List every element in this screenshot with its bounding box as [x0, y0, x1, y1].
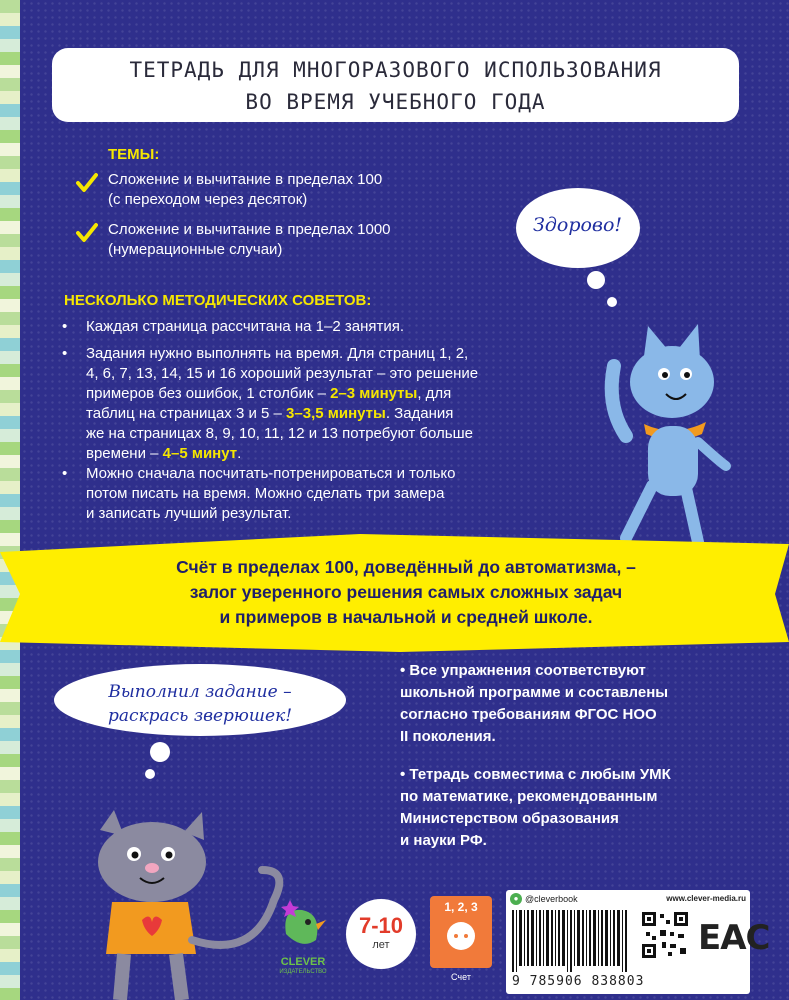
info-block-2 [400, 764, 671, 852]
barcode-panel [506, 890, 770, 994]
tip-text: примеров без ошибок, 1 столбик – [86, 385, 331, 402]
age-value: 7-10 [358, 913, 404, 938]
title-line-1: ТЕТРАДЬ ДЛЯ МНОГОРАЗОВОГО ИСПОЛЬЗОВАНИЯ [129, 58, 662, 82]
publisher-sub-text: ИЗДАТЕЛЬСТВО [279, 969, 327, 975]
tip-line [86, 404, 478, 424]
bullet-icon: • [62, 465, 68, 482]
qr-code-icon [640, 910, 690, 960]
tip-line: же на страницах 8, 9, 10, 11, 12 и 13 потребуют больше [86, 425, 473, 442]
social-handle [510, 893, 578, 905]
age-badge [346, 899, 416, 969]
tip-line: и записать лучший результат. [86, 505, 292, 522]
thought-bubble-top [508, 180, 648, 320]
themes-heading: ТЕМЫ: [108, 146, 160, 163]
theme-line-1: Сложение и вычитание в пределах 1000 [108, 221, 391, 238]
publisher-logo-text: CLEVER [280, 956, 326, 968]
tip-highlight: 4–5 минут [162, 445, 238, 462]
banner-line-1: Счёт в пределах 100, доведённый до автоматизма, – [176, 556, 636, 577]
theme-line-2: (нумерационные случаи) [108, 241, 283, 258]
social-text: @cleverbook [525, 894, 578, 904]
tip-line [86, 444, 478, 464]
info-line: школьной программе и составлены [400, 684, 669, 701]
info-line: • Все упражнения соответствуют [400, 662, 646, 679]
bubble-text-top: Здорово! [533, 214, 623, 236]
tip-line: Можно сначала посчитать-потренироваться и только [86, 465, 456, 482]
theme-line-1: Сложение и вычитание в пределах 100 [108, 171, 383, 188]
eac-mark: EAC [698, 918, 770, 958]
tips-heading: НЕСКОЛЬКО МЕТОДИЧЕСКИХ СОВЕТОВ: [64, 292, 372, 309]
tip-line [86, 384, 478, 404]
tip-line: Задания нужно выполнять на время. Для страниц 1, 2, [86, 345, 469, 362]
tip-line: Каждая страница рассчитана на 1–2 занятия. [86, 318, 405, 335]
bullet-icon: • [62, 318, 68, 335]
info-line: • Тетрадь совместима с любым УМК [400, 766, 671, 783]
banner-line-2: залог уверенного решения самых сложных задач [189, 581, 623, 602]
tip-text: времени – [86, 445, 163, 462]
tip-item [62, 344, 479, 464]
series-badge [430, 896, 492, 968]
info-line: II поколения. [400, 728, 496, 745]
info-line: по математике, рекомендованным [400, 788, 658, 805]
tip-text: , для [417, 385, 452, 402]
checkmark-icon [76, 172, 98, 194]
series-badge-text: 1, 2, 3 [444, 900, 478, 914]
tip-highlight: 2–3 минуты [330, 385, 418, 402]
website-text: www.clever-media.ru [666, 894, 746, 903]
blue-cat-illustration [586, 316, 736, 546]
banner-line-3: и примеров в начальной и средней школе. [219, 606, 593, 627]
tip-item [62, 317, 405, 337]
title-line-2: ВО ВРЕМЯ УЧЕБНОГО ГОДА [245, 90, 546, 114]
info-line: согласно требованиям ФГОС НОО [400, 706, 657, 723]
tip-text: . Задания [385, 405, 454, 422]
tip-text: таблиц на страницах 3 и 5 – [86, 405, 287, 422]
barcode-icon [512, 910, 630, 972]
bubble-text-left [86, 680, 314, 728]
info-block-1 [400, 660, 668, 748]
isbn-text: 9 785906 838803 [512, 974, 645, 989]
age-unit: лет [372, 939, 390, 951]
slogan-banner [86, 541, 726, 643]
tip-text: . [237, 445, 242, 462]
tip-highlight: 3–3,5 минуты [286, 405, 386, 422]
info-line: и науки РФ. [400, 832, 487, 849]
series-label: Счет [451, 972, 471, 982]
title-box [52, 48, 739, 122]
theme-line-2: (с переходом через десяток) [108, 191, 308, 208]
bubble-line: раскрась зверюшек! [107, 706, 293, 726]
theme-item [108, 220, 391, 260]
tip-line: потом писать на время. Можно сделать три замера [86, 485, 445, 502]
bullet-icon: • [62, 345, 68, 362]
social-icon: ● [510, 893, 522, 905]
bubble-line: Выполнил задание – [108, 682, 292, 702]
left-decorative-stripe [0, 0, 20, 1000]
tip-line: 4, 6, 7, 13, 14, 15 и 16 хороший результат – это решение [86, 365, 479, 382]
dots-icon [430, 914, 492, 954]
checkmark-icon [76, 222, 98, 244]
info-line: Министерством образования [400, 810, 619, 827]
theme-item [108, 170, 382, 210]
tip-item [62, 464, 456, 524]
